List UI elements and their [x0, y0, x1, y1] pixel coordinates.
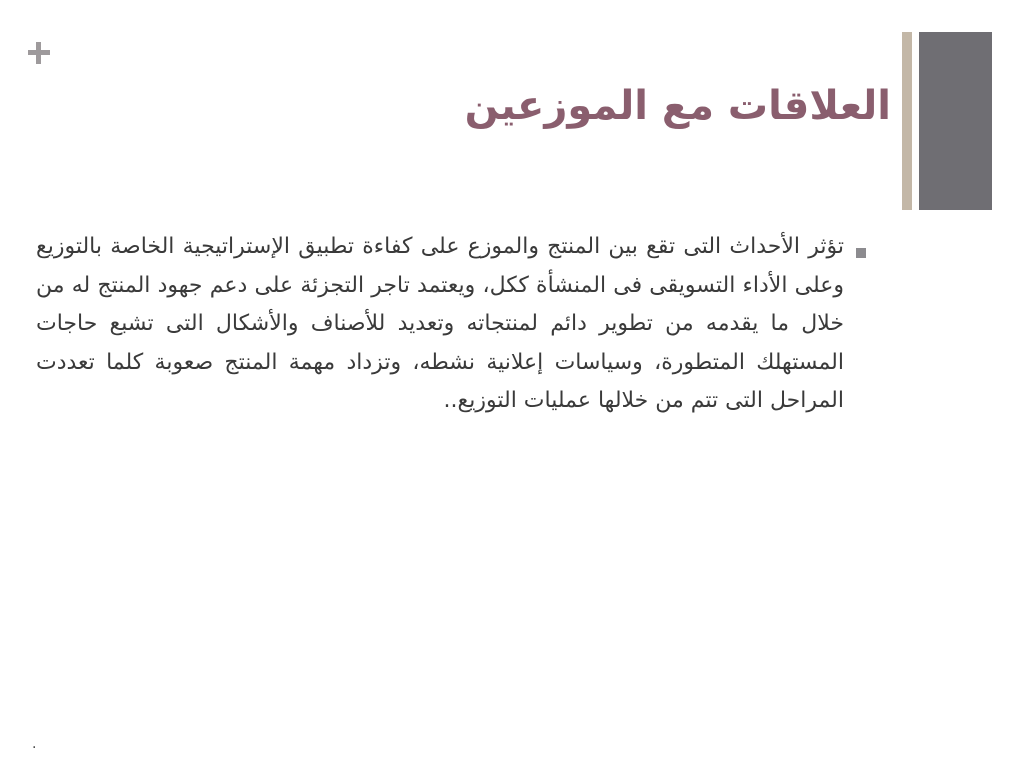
plus-icon	[26, 40, 52, 66]
accent-bar-thin	[902, 32, 912, 210]
slide-title: العلاقات مع الموزعين	[464, 83, 891, 129]
footer-mark: .	[32, 736, 37, 752]
bullet-item	[36, 228, 866, 421]
square-bullet-icon	[856, 248, 866, 258]
bullet-text: تؤثر الأحداث التى تقع بين المنتج والموزع على كفاءة تطبيق الإستراتيجية الخاصة بالتوزيع وعلى الأداء التسويقى فى المنشأة ككل، ويعتمد تاجر التجزئة على دعم جهود المنتج له من خلال ما يقدمه من تطوير دائم لمنتجاته وتعديد للأصناف والأشكال التى تشبع حاجات المستهلك المتطورة، وسياسات إعلانية نشطه، وتزداد مهمة المنتج صعوبة كلما تعددت المراحل التى تتم من خلالها عمليات التوزيع..	[36, 234, 844, 413]
accent-bar-thick	[919, 32, 992, 210]
body-content	[36, 228, 866, 421]
plus-icon-vertical	[36, 42, 41, 64]
